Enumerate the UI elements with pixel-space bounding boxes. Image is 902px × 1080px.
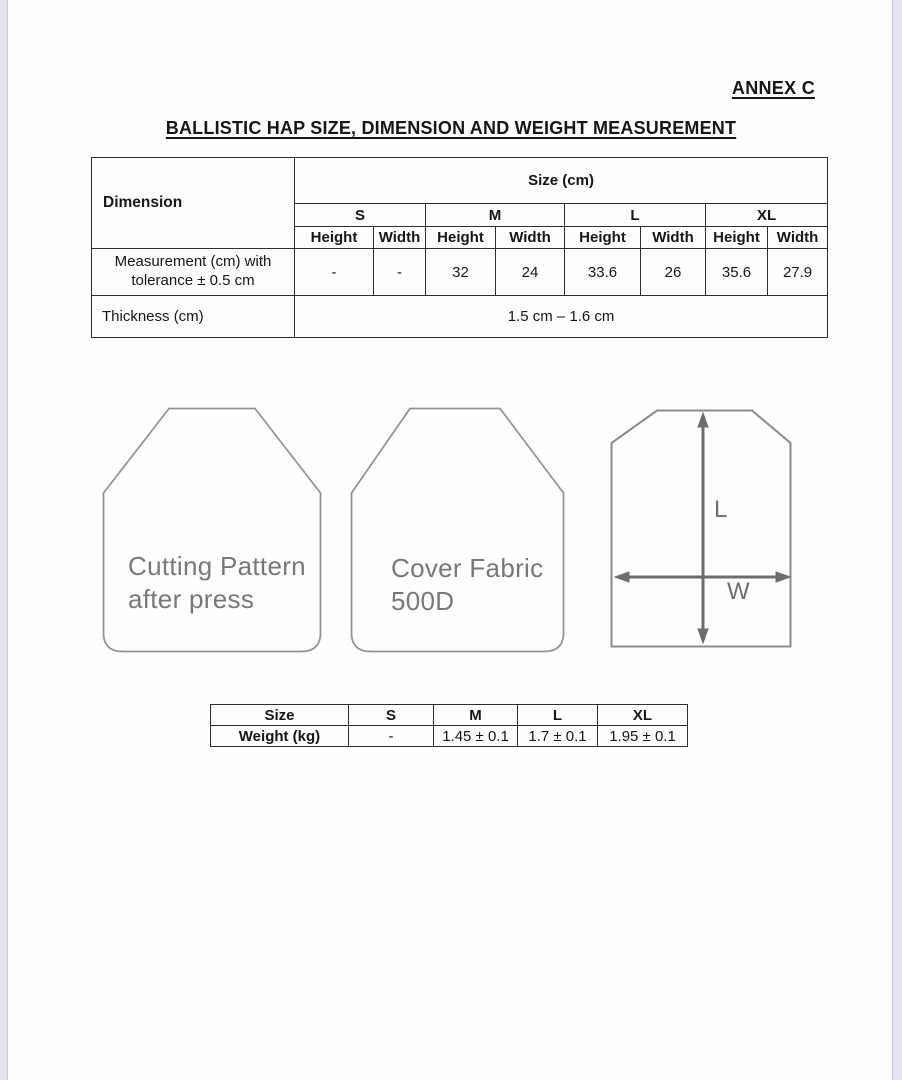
cover-fabric-figure xyxy=(350,406,565,653)
size-group-l: L xyxy=(565,204,706,227)
measurement-l-width: 26 xyxy=(641,249,706,296)
size-group-m: M xyxy=(426,204,565,227)
dimension-table xyxy=(91,157,828,338)
annex-label: ANNEX C xyxy=(731,78,815,98)
measurement-xl-width: 27.9 xyxy=(768,249,828,296)
subheader-xl-height: Height xyxy=(706,227,768,249)
weight-header-l: L xyxy=(518,705,598,726)
thickness-value: 1.5 cm – 1.6 cm xyxy=(295,296,828,338)
measurement-l-height: 33.6 xyxy=(565,249,641,296)
page-title xyxy=(0,118,902,139)
dimension-diagram-figure xyxy=(610,404,792,648)
cutting-pattern-caption xyxy=(128,550,306,616)
subheader-s-width: Width xyxy=(374,227,426,249)
weight-m-value: 1.45 ± 0.1 xyxy=(434,726,518,747)
measurement-m-width: 24 xyxy=(496,249,565,296)
page-title-text: BALLISTIC HAP SIZE, DIMENSION AND WEIGHT MEASUREMENT xyxy=(165,118,737,138)
subheader-m-height: Height xyxy=(426,227,496,249)
weight-header-xl: XL xyxy=(598,705,688,726)
cover-fabric-caption xyxy=(391,552,543,618)
subheader-xl-width: Width xyxy=(768,227,828,249)
scan-edge-right xyxy=(892,0,902,1080)
dimension-header-cell: Dimension xyxy=(92,158,295,249)
table-row xyxy=(92,296,828,338)
measurement-row-label: Measurement (cm) with tolerance ± 0.5 cm xyxy=(92,249,295,296)
cutting-pattern-figure xyxy=(102,406,322,653)
weight-l-value: 1.7 ± 0.1 xyxy=(518,726,598,747)
measurement-m-height: 32 xyxy=(426,249,496,296)
subheader-m-width: Width xyxy=(496,227,565,249)
caption-line-1: Cover Fabric xyxy=(391,553,544,583)
subheader-l-height: Height xyxy=(565,227,641,249)
thickness-row-label: Thickness (cm) xyxy=(92,296,295,338)
table-row xyxy=(211,726,688,747)
measurement-s-width: - xyxy=(374,249,426,296)
subheader-l-width: Width xyxy=(641,227,706,249)
weight-table xyxy=(210,704,688,747)
caption-line-2: 500D xyxy=(391,586,455,616)
measurement-xl-height: 35.6 xyxy=(706,249,768,296)
size-group-s: S xyxy=(295,204,426,227)
weight-xl-value: 1.95 ± 0.1 xyxy=(598,726,688,747)
caption-line-2: after press xyxy=(128,584,255,614)
scan-edge-left xyxy=(0,0,8,1080)
dimension-diagram-icon xyxy=(610,404,792,648)
caption-line-1: Cutting Pattern xyxy=(128,551,306,581)
measurement-s-height: - xyxy=(295,249,374,296)
weight-row-label: Weight (kg) xyxy=(211,726,349,747)
subheader-s-height: Height xyxy=(295,227,374,249)
size-header-cell: Size (cm) xyxy=(295,158,828,204)
weight-header-size: Size xyxy=(211,705,349,726)
table-row xyxy=(211,705,688,726)
weight-s-value: - xyxy=(349,726,434,747)
length-label: L xyxy=(714,496,728,523)
table-row xyxy=(92,158,828,204)
weight-header-m: M xyxy=(434,705,518,726)
table-row xyxy=(92,249,828,296)
size-group-xl: XL xyxy=(706,204,828,227)
width-label: W xyxy=(727,578,750,605)
weight-header-s: S xyxy=(349,705,434,726)
length-arrow-icon xyxy=(698,413,708,643)
